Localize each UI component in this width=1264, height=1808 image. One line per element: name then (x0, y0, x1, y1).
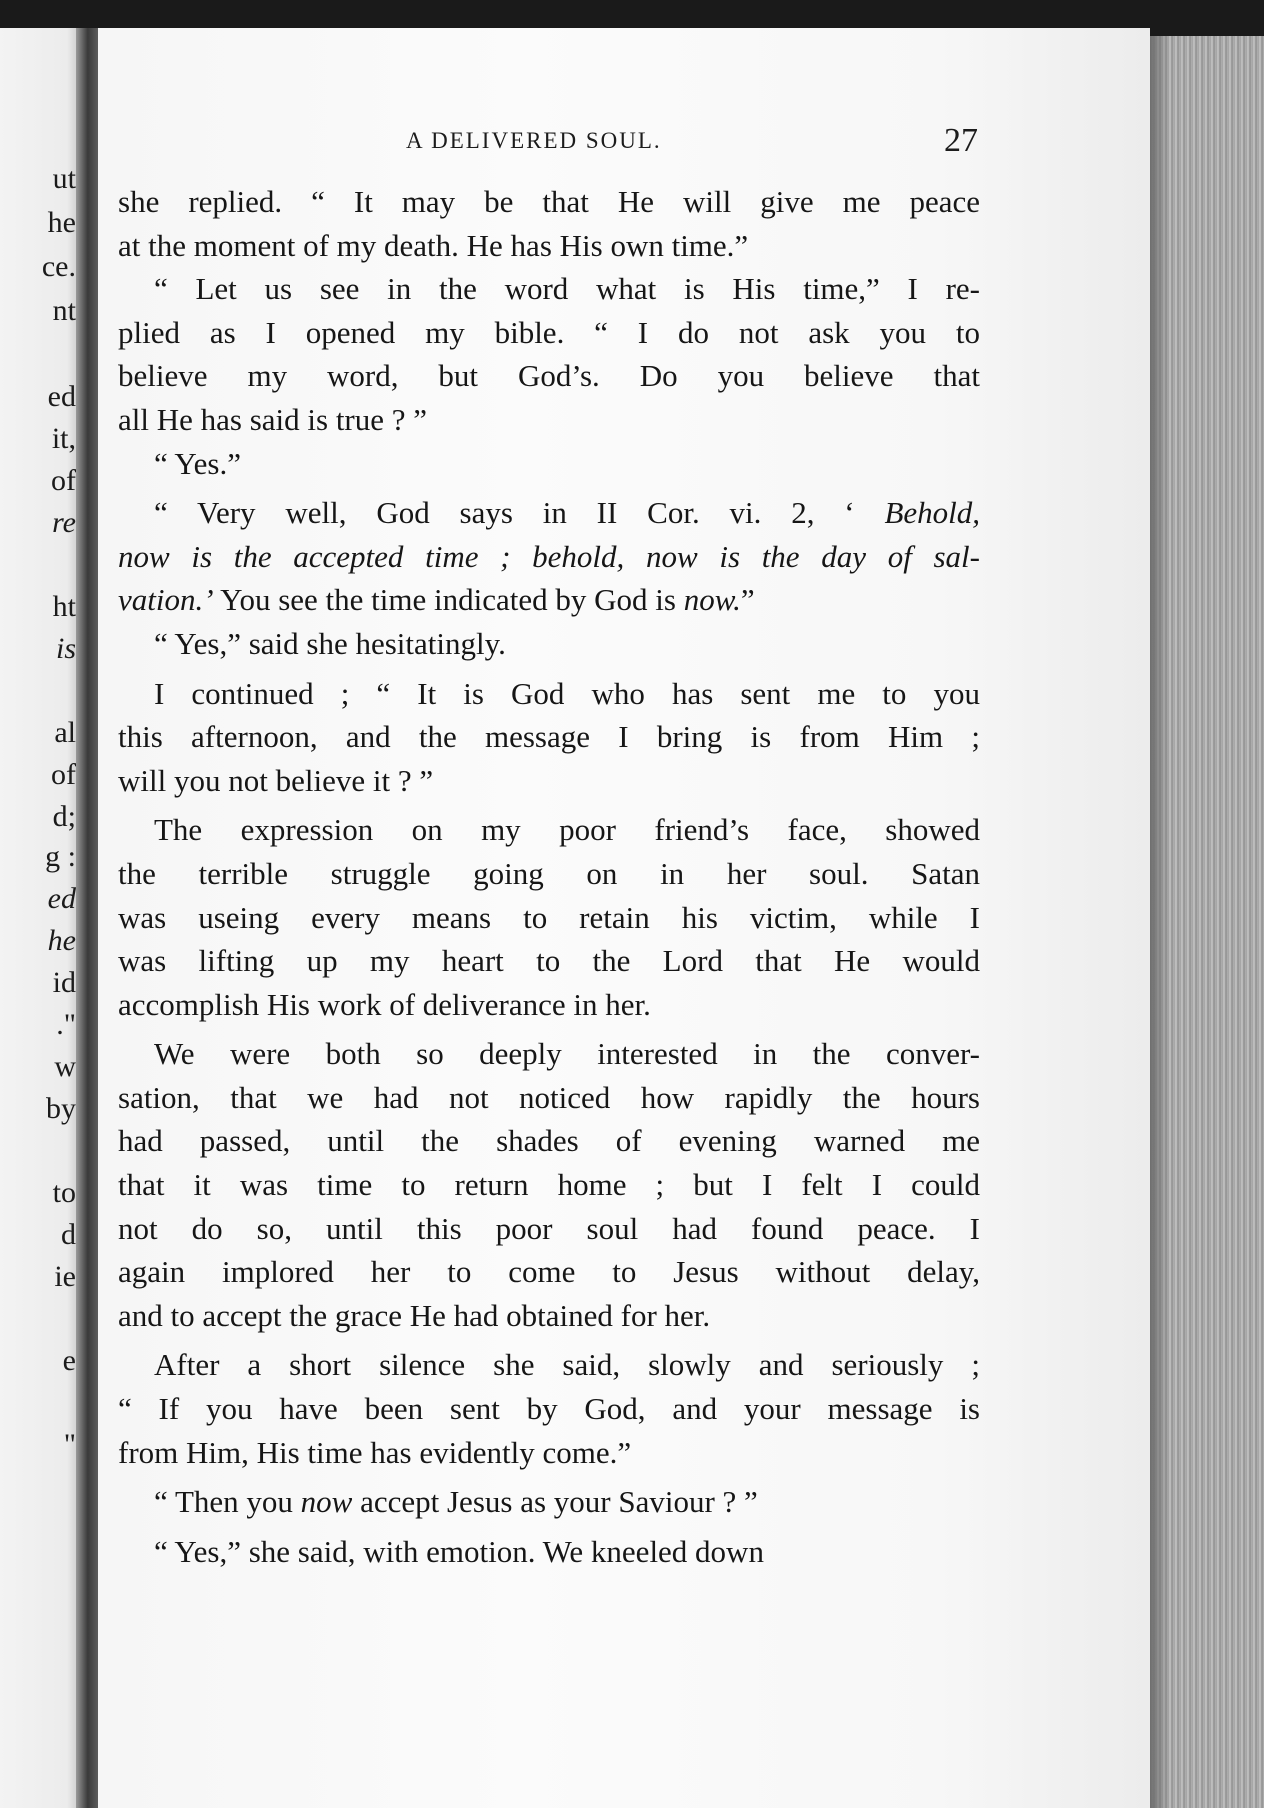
text-line (118, 442, 980, 486)
text-run: at the moment of my death. He has His own time.” (118, 227, 749, 263)
facing-page-line-fragment: al (54, 716, 76, 749)
text-run: accept Jesus as your Saviour ? ” (352, 1484, 758, 1520)
text-line (118, 1431, 980, 1475)
text-run: “ Yes,” she said, with emotion. We kneeled down (154, 1533, 764, 1569)
italic-text: Behold, (884, 495, 980, 531)
text-line (118, 852, 980, 896)
text-run: was lifting up my heart to the Lord that He would (118, 943, 980, 979)
text-line (118, 896, 980, 940)
text-run: The expression on my poor friend’s face, showed (154, 812, 980, 848)
text-line (118, 1250, 980, 1294)
text-line (118, 267, 980, 311)
text-run: “ If you have been sent by God, and your message is (118, 1391, 980, 1427)
text-line (118, 1387, 980, 1431)
text-run: sation, that we had not noticed how rapidly the hours (118, 1079, 980, 1115)
facing-page-line-fragment: ie (54, 1260, 76, 1293)
facing-page-line-fragment: he (47, 924, 76, 957)
text-run: “ Yes.” (154, 445, 241, 481)
text-run: After a short silence she said, slowly and seriously ; (154, 1347, 980, 1383)
text-line (118, 535, 980, 579)
text-run: “ Very well, God says in II Cor. vi. 2, ‘ (154, 495, 885, 531)
text-run: from Him, His time has evidently come.” (118, 1434, 632, 1470)
facing-page-line-fragment: is (55, 632, 76, 665)
text-line (118, 1163, 980, 1207)
text-line (118, 759, 980, 803)
facing-page-line-fragment: nt (52, 294, 76, 327)
facing-page-line-fragment: g : (45, 840, 76, 873)
text-line (118, 1032, 980, 1076)
text-run: We were both so deeply interested in the conver- (154, 1036, 980, 1072)
text-line (118, 1207, 980, 1251)
facing-page-line-fragment: d (61, 1218, 76, 1251)
facing-page (0, 28, 84, 1808)
text-line (118, 224, 980, 268)
text-run: “ Let us see in the word what is His time,” I re- (154, 271, 980, 307)
facing-page-line-fragment: d; (52, 800, 76, 833)
text-run: You see the time indicated by God is (213, 582, 684, 618)
text-run: had passed, until the shades of evening warned me (118, 1123, 980, 1159)
italic-text: vation.’ (118, 582, 214, 618)
text-run: not do so, until this poor soul had found peace. I (118, 1210, 980, 1246)
text-run: the terrible struggle going on in her soul. Satan (118, 855, 980, 891)
text-line (118, 715, 980, 759)
text-line (118, 1119, 980, 1163)
text-run: again implored her to come to Jesus without delay, (118, 1254, 980, 1290)
facing-page-line-fragment: ed (47, 882, 76, 915)
page-edge-shadow (1150, 36, 1170, 1808)
body-text (118, 180, 980, 1573)
text-line (118, 354, 980, 398)
italic-text: now. (683, 582, 741, 618)
page-number: 27 (944, 122, 978, 159)
facing-page-line-fragment: by (46, 1092, 76, 1125)
text-line (118, 1480, 980, 1524)
text-line (118, 398, 980, 442)
text-line (118, 311, 980, 355)
text-run: and to accept the grace He had obtained for her. (118, 1297, 711, 1333)
text-line (118, 180, 980, 224)
text-run: I continued ; “ It is God who has sent me to you (154, 675, 980, 711)
running-head: A DELIVERED SOUL. (406, 128, 662, 153)
text-run: “ Then you (154, 1484, 301, 1520)
text-line (118, 1076, 980, 1120)
text-line (118, 622, 980, 666)
italic-text: now is the accepted time ; behold, now is the day of sal- (118, 538, 980, 574)
text-line (118, 491, 980, 535)
text-line (118, 578, 980, 622)
text-run: was useing every means to retain his victim, while I (118, 899, 980, 935)
facing-page-line-fragment: id (52, 966, 76, 999)
text-line (118, 983, 980, 1027)
text-run: plied as I opened my bible. “ I do not ask you to (118, 314, 980, 350)
text-line (118, 1530, 980, 1574)
text-line (118, 1343, 980, 1387)
text-line (118, 939, 980, 983)
text-run: she replied. “ It may be that He will give me peace (118, 184, 980, 219)
facing-page-line-fragment: to (52, 1176, 76, 1209)
facing-page-line-fragment: of (51, 464, 76, 497)
facing-page-line-fragment: ut (52, 162, 76, 195)
text-run: that it was time to return home ; but I felt I could (118, 1167, 980, 1203)
text-line (118, 1294, 980, 1338)
text-run: accomplish His work of deliverance in her. (118, 986, 651, 1022)
facing-page-line-fragment: ht (52, 590, 76, 623)
text-run: believe my word, but God’s. Do you believe that (118, 358, 980, 394)
facing-page-line-fragment: e (62, 1344, 76, 1377)
facing-page-line-fragment: of (51, 758, 76, 791)
facing-page-line-fragment: re (52, 506, 76, 539)
facing-page-line-fragment: " (63, 1428, 76, 1461)
facing-page-line-fragment: ." (56, 1008, 76, 1041)
facing-page-line-fragment: it, (51, 422, 76, 455)
text-run: will you not believe it ? ” (118, 762, 434, 798)
facing-page-line-fragment: ed (47, 380, 76, 413)
text-run: all He has said is true ? ” (118, 401, 428, 437)
text-line (118, 672, 980, 716)
text-run: “ Yes,” said she hesitatingly. (154, 625, 506, 661)
facing-page-line-fragment: he (47, 206, 76, 239)
text-run: ” (740, 582, 755, 618)
facing-page-line-fragment: ce. (41, 250, 76, 283)
italic-text: now (300, 1484, 353, 1520)
text-run: this afternoon, and the message I bring is from Him ; (118, 719, 980, 755)
facing-page-line-fragment: w (54, 1050, 76, 1083)
text-line (118, 808, 980, 852)
